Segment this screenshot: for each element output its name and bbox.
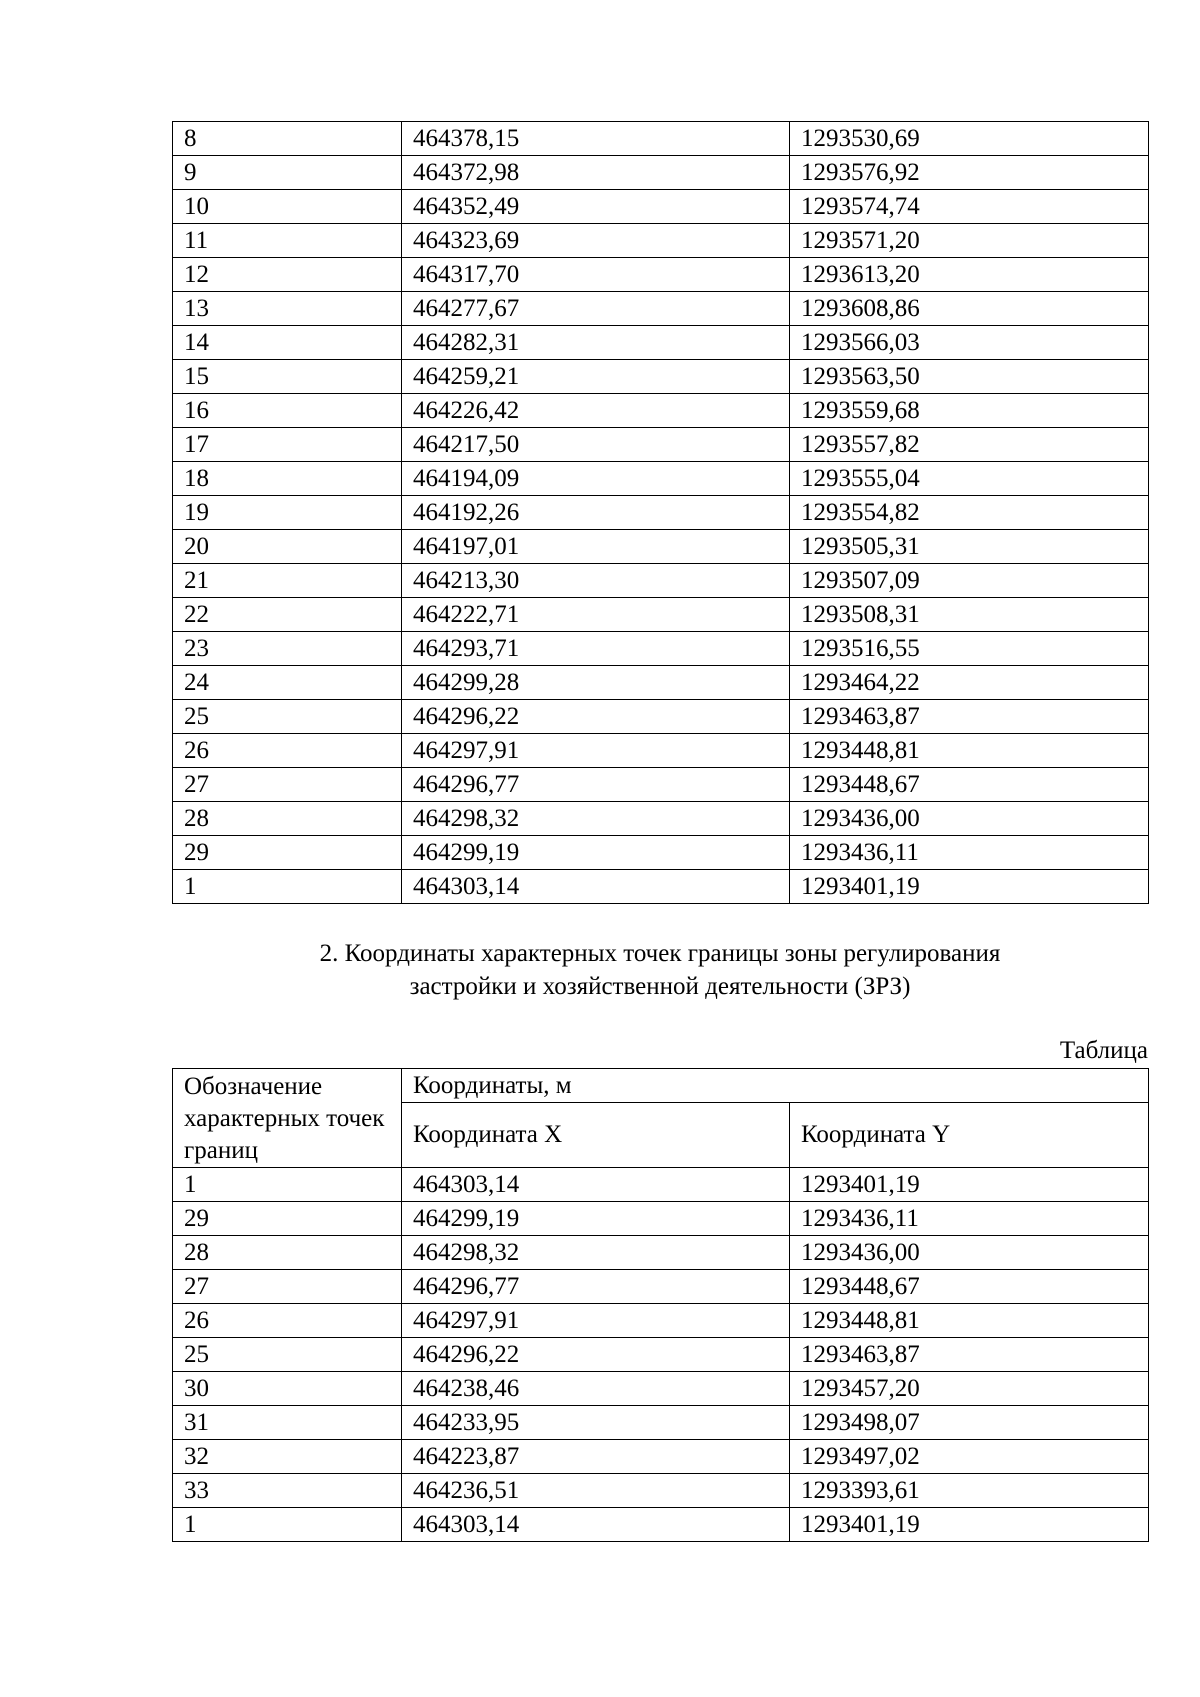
coordinate-x-cell: 464282,31 [402, 326, 790, 360]
coordinate-x-cell: 464317,70 [402, 258, 790, 292]
table-row [173, 1338, 1149, 1372]
table-row [173, 428, 1149, 462]
point-number-cell: 10 [173, 190, 402, 224]
coordinate-y-cell: 1293613,20 [790, 258, 1149, 292]
header-coordinates: Координаты, м [402, 1069, 1149, 1103]
coordinate-y-cell: 1293563,50 [790, 360, 1149, 394]
table-row [173, 292, 1149, 326]
coordinate-y-cell: 1293448,67 [790, 768, 1149, 802]
coordinate-x-cell: 464378,15 [402, 122, 790, 156]
table-body [173, 122, 1149, 904]
coordinate-x-cell: 464213,30 [402, 564, 790, 598]
coordinate-x-cell: 464323,69 [402, 224, 790, 258]
section-heading-line-1: 2. Координаты характерных точек границы зоны регулирования [319, 940, 1001, 967]
table-row [173, 496, 1149, 530]
table-row [173, 1202, 1149, 1236]
point-number-cell: 16 [173, 394, 402, 428]
coordinate-x-cell: 464303,14 [402, 1508, 790, 1542]
table-row [173, 1168, 1149, 1202]
coordinate-y-cell: 1293448,81 [790, 1304, 1149, 1338]
coordinate-x-cell: 464223,87 [402, 1440, 790, 1474]
table-caption: Таблица [1059, 1037, 1148, 1064]
coordinate-y-cell: 1293559,68 [790, 394, 1149, 428]
point-number-cell: 1 [173, 1168, 402, 1202]
coordinate-x-cell: 464298,32 [402, 802, 790, 836]
coordinate-x-cell: 464222,71 [402, 598, 790, 632]
table-row [173, 734, 1149, 768]
point-number-cell: 33 [173, 1474, 402, 1508]
coordinate-x-cell: 464352,49 [402, 190, 790, 224]
point-number-cell: 11 [173, 224, 402, 258]
coordinate-y-cell: 1293557,82 [790, 428, 1149, 462]
section-heading [172, 937, 1148, 1003]
coordinate-y-cell: 1293436,11 [790, 1202, 1149, 1236]
point-number-cell: 27 [173, 1270, 402, 1304]
coordinate-x-cell: 464194,09 [402, 462, 790, 496]
table-row [173, 1440, 1149, 1474]
table-row [173, 156, 1149, 190]
coordinate-y-cell: 1293508,31 [790, 598, 1149, 632]
coordinate-x-cell: 464298,32 [402, 1236, 790, 1270]
point-number-cell: 8 [173, 122, 402, 156]
coordinate-y-cell: 1293457,20 [790, 1372, 1149, 1406]
coordinate-y-cell: 1293436,11 [790, 836, 1149, 870]
table-row [173, 530, 1149, 564]
point-number-cell: 32 [173, 1440, 402, 1474]
coordinate-y-cell: 1293505,31 [790, 530, 1149, 564]
coordinate-y-cell: 1293554,82 [790, 496, 1149, 530]
table-row [173, 224, 1149, 258]
coordinate-x-cell: 464296,77 [402, 1270, 790, 1304]
point-number-cell: 14 [173, 326, 402, 360]
coordinate-x-cell: 464303,14 [402, 1168, 790, 1202]
table-header [173, 1069, 1149, 1168]
coordinate-x-cell: 464233,95 [402, 1406, 790, 1440]
point-number-cell: 21 [173, 564, 402, 598]
coordinate-x-cell: 464296,22 [402, 700, 790, 734]
coordinate-x-cell: 464296,22 [402, 1338, 790, 1372]
coordinate-y-cell: 1293530,69 [790, 122, 1149, 156]
table-row [173, 1406, 1149, 1440]
coordinate-x-cell: 464303,14 [402, 870, 790, 904]
coordinate-x-cell: 464297,91 [402, 734, 790, 768]
table-row [173, 462, 1149, 496]
point-number-cell: 29 [173, 1202, 402, 1236]
table-row [173, 360, 1149, 394]
point-number-cell: 13 [173, 292, 402, 326]
coordinate-y-cell: 1293566,03 [790, 326, 1149, 360]
coordinate-y-cell: 1293463,87 [790, 700, 1149, 734]
coordinate-x-cell: 464296,77 [402, 768, 790, 802]
coordinate-y-cell: 1293498,07 [790, 1406, 1149, 1440]
table-row [173, 1372, 1149, 1406]
coordinate-x-cell: 464299,19 [402, 1202, 790, 1236]
point-number-cell: 22 [173, 598, 402, 632]
coordinate-x-cell: 464259,21 [402, 360, 790, 394]
coordinate-x-cell: 464293,71 [402, 632, 790, 666]
coordinate-y-cell: 1293448,67 [790, 1270, 1149, 1304]
table-row [173, 326, 1149, 360]
header-coordinate-x: Координата X [402, 1103, 790, 1168]
table-row [173, 632, 1149, 666]
table-row [173, 768, 1149, 802]
coordinate-y-cell: 1293608,86 [790, 292, 1149, 326]
header-coordinate-y: Координата Y [790, 1103, 1149, 1168]
table-row [173, 190, 1149, 224]
coordinate-y-cell: 1293497,02 [790, 1440, 1149, 1474]
point-number-cell: 1 [173, 1508, 402, 1542]
table-row [173, 1304, 1149, 1338]
coordinate-x-cell: 464217,50 [402, 428, 790, 462]
coordinate-x-cell: 464299,19 [402, 836, 790, 870]
point-number-cell: 17 [173, 428, 402, 462]
coordinate-y-cell: 1293507,09 [790, 564, 1149, 598]
coordinate-y-cell: 1293401,19 [790, 1168, 1149, 1202]
coordinate-x-cell: 464277,67 [402, 292, 790, 326]
table-row [173, 802, 1149, 836]
point-number-cell: 28 [173, 1236, 402, 1270]
point-number-cell: 27 [173, 768, 402, 802]
coordinate-y-cell: 1293401,19 [790, 870, 1149, 904]
table-row [173, 122, 1149, 156]
table-row [173, 564, 1149, 598]
zrz-coordinates-table [172, 1068, 1149, 1542]
point-number-cell: 19 [173, 496, 402, 530]
table-row [173, 836, 1149, 870]
point-number-cell: 30 [173, 1372, 402, 1406]
point-number-cell: 29 [173, 836, 402, 870]
coordinate-y-cell: 1293401,19 [790, 1508, 1149, 1542]
coordinate-y-cell: 1293516,55 [790, 632, 1149, 666]
coordinate-y-cell: 1293463,87 [790, 1338, 1149, 1372]
point-number-cell: 9 [173, 156, 402, 190]
table-row [173, 1474, 1149, 1508]
coordinate-x-cell: 464238,46 [402, 1372, 790, 1406]
coordinate-x-cell: 464197,01 [402, 530, 790, 564]
point-number-cell: 25 [173, 700, 402, 734]
coordinate-y-cell: 1293436,00 [790, 1236, 1149, 1270]
table-row [173, 1508, 1149, 1542]
table-row [173, 666, 1149, 700]
section-heading-line-2: застройки и хозяйственной деятельности (ЗРЗ) [409, 973, 911, 1000]
coordinate-x-cell: 464372,98 [402, 156, 790, 190]
coordinate-y-cell: 1293576,92 [790, 156, 1149, 190]
table-row [173, 1236, 1149, 1270]
coordinate-y-cell: 1293574,74 [790, 190, 1149, 224]
coordinate-y-cell: 1293555,04 [790, 462, 1149, 496]
header-row-1 [173, 1069, 1149, 1103]
point-number-cell: 1 [173, 870, 402, 904]
point-number-cell: 28 [173, 802, 402, 836]
table-body [173, 1168, 1149, 1542]
table-row [173, 258, 1149, 292]
table-row [173, 1270, 1149, 1304]
coordinate-x-cell: 464299,28 [402, 666, 790, 700]
point-number-cell: 20 [173, 530, 402, 564]
coordinate-x-cell: 464236,51 [402, 1474, 790, 1508]
point-number-cell: 26 [173, 1304, 402, 1338]
table-row [173, 394, 1149, 428]
coordinates-table-continued [172, 121, 1149, 904]
header-point-designation: Обозначение характерных точек границ [173, 1069, 402, 1168]
coordinate-x-cell: 464192,26 [402, 496, 790, 530]
coordinate-y-cell: 1293393,61 [790, 1474, 1149, 1508]
coordinate-y-cell: 1293436,00 [790, 802, 1149, 836]
point-number-cell: 12 [173, 258, 402, 292]
coordinate-y-cell: 1293571,20 [790, 224, 1149, 258]
coordinate-y-cell: 1293448,81 [790, 734, 1149, 768]
point-number-cell: 25 [173, 1338, 402, 1372]
table-row [173, 598, 1149, 632]
table-row [173, 700, 1149, 734]
point-number-cell: 23 [173, 632, 402, 666]
point-number-cell: 15 [173, 360, 402, 394]
coordinate-x-cell: 464226,42 [402, 394, 790, 428]
coordinate-x-cell: 464297,91 [402, 1304, 790, 1338]
point-number-cell: 31 [173, 1406, 402, 1440]
point-number-cell: 18 [173, 462, 402, 496]
coordinate-y-cell: 1293464,22 [790, 666, 1149, 700]
table-row [173, 870, 1149, 904]
point-number-cell: 26 [173, 734, 402, 768]
point-number-cell: 24 [173, 666, 402, 700]
